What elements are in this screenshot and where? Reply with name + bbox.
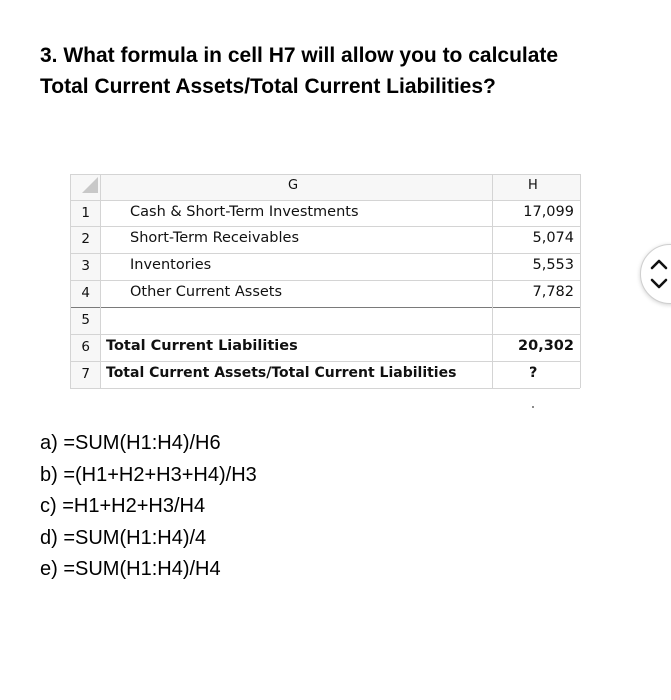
row-number[interactable]: 7 [81,366,90,382]
stray-dot [532,406,534,408]
option-a[interactable]: a) =SUM(H1:H4)/H6 [40,432,221,454]
option-e[interactable]: e) =SUM(H1:H4)/H4 [40,558,221,580]
answer-options [40,428,257,586]
cell-g7[interactable]: Total Current Assets/Total Current Liabilities [106,365,457,381]
cell-h3[interactable]: 5,553 [532,257,574,273]
option-c[interactable]: c) =H1+H2+H3/H4 [40,495,206,517]
row-number[interactable]: 4 [81,285,90,301]
column-header-h[interactable]: H [528,178,538,193]
cell-g4[interactable]: Other Current Assets [130,284,283,300]
row-number[interactable]: 3 [81,258,90,274]
row-number[interactable]: 6 [81,339,90,355]
cell-g1[interactable]: Cash & Short-Term Investments [130,204,359,220]
option-b[interactable]: b) =(H1+H2+H3+H4)/H3 [40,463,257,486]
cell-g2[interactable]: Short-Term Receivables [130,230,300,246]
chevron-up-icon[interactable] [649,258,669,270]
cell-h6[interactable]: 20,302 [518,338,574,354]
chevron-down-icon[interactable] [649,278,669,290]
row-number[interactable]: 2 [81,231,90,247]
cell-h1[interactable]: 17,099 [523,204,574,220]
question-text: 3. What formula in cell H7 will allow you to calculate Total Current Assets/Total Current Liabilities? [40,44,559,98]
row-number[interactable]: 5 [81,312,90,328]
option-d[interactable]: d) =SUM(H1:H4)/4 [40,526,207,549]
cell-h7[interactable]: ? [529,365,538,381]
column-header-g[interactable]: G [288,178,299,193]
cell-h2[interactable]: 5,074 [532,230,574,246]
cell-g3[interactable]: Inventories [130,257,212,273]
cell-h4[interactable]: 7,782 [532,284,574,300]
cell-g6[interactable]: Total Current Liabilities [106,338,298,354]
row-number[interactable]: 1 [81,205,90,221]
select-all-corner [82,177,98,193]
